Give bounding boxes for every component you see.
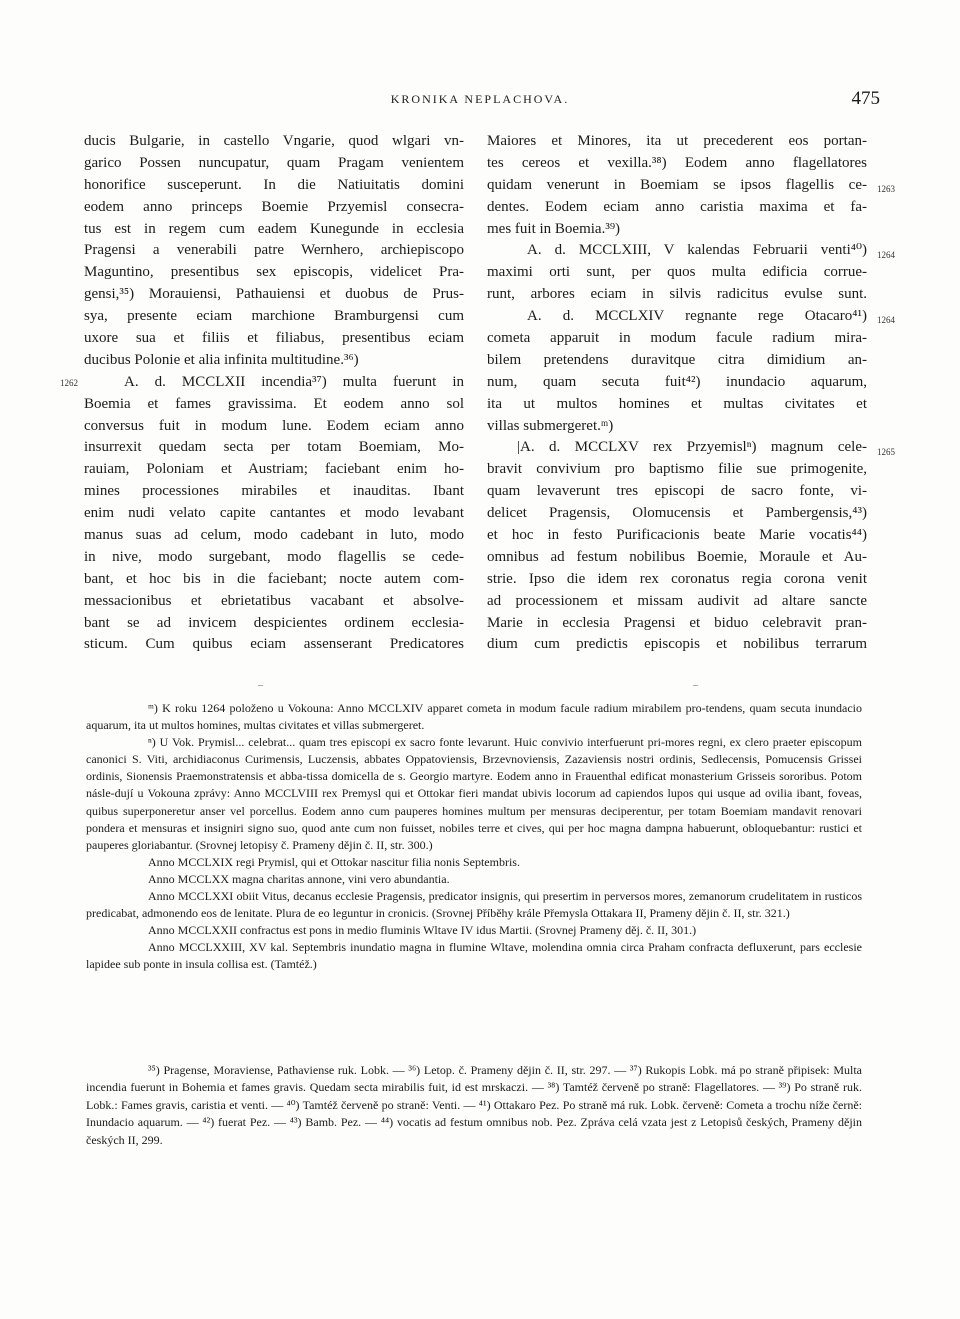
text-line: tus est in regem cum eadem Kunegunde in ecclesia — [84, 220, 464, 237]
text-line: bilem pretendens duravitque citra dimidium an- — [487, 351, 867, 368]
text-line: A. d. MCCLXII incendia³⁷) multa fuerunt in — [124, 373, 464, 390]
text-line: Boemia et fames gravissima. Et eodem anno sol — [84, 395, 464, 412]
text-line: enim nudi velato capite cantantes et modo levabant — [84, 505, 464, 522]
separator-mark: – — [258, 680, 263, 691]
text-line: conversus fuit in modum lune. Eodem eciam anno — [84, 417, 464, 434]
footnotes — [86, 1062, 862, 1149]
text-line: honorifice susceperunt. In die Natiuitatis domini — [84, 176, 464, 193]
text-line: A. d. MCCLXIV regnante rege Otacaro⁴¹) — [527, 308, 867, 325]
text-line: ducibus Polonie et alia infinita multitudine.³⁶) — [84, 351, 359, 368]
text-line: Maguntino, presentibus sex episcopis, videlicet Pra- — [84, 264, 464, 281]
note-paragraph: ᵐ) K roku 1264 položeno u Vokouna: Anno MCCLXIV apparet cometa in modum facule radium mirabilem pro-tendens, quam secuta inundacio aquarum, ita ut multos homines, multas civitates et villas submergeret. — [86, 701, 862, 733]
text-line: quidam venerunt in Boemiam se ipsos flagellis ce- — [487, 176, 867, 193]
text-line: ita ut multos homines et multas civitates et — [487, 395, 867, 412]
text-line: gensi,³⁵) Morauiensi, Pathauiensi et duobus de Prus- — [84, 286, 464, 303]
note-paragraph: ⁿ) U Vok. Prymisl... celebrat... quam tres episcopi ex sacro fonte levarunt. Huic convivio interfuerunt pri-mores regni, ex clero praeter episcopum canonici S. Viti, archidiaconus Curimensis, Luczensis, abbates Oppatoviensis, Brzevnoviensis, Zazaviensis nostri ordinis, Sedlecensis, Pomucensis Grissei ordinis, Sionensis Praemonstratensis et abba-tissa domicella de s. Georgio martyre. Eodem anno in Frauenthal edificat monasterium Grisseis sororibus. Potom násle-dují u Vokouna zprávy: Anno MCCLVIII rex Premysl qui et Ottokar fieri mandat ubivis locorum ad capiendos lupos qui usque ad ovilia ibant, foveas, quibus superponeretur anser vel porcellus. Eodem anno cum pauperes homines multum per mensuras deciperentur, per totam Boemiam mandavit renovari pondera et mensuras et insigniri signo suo, quod ante cum non fuisset, nobiles terre et cives, qui per hoc magna dampna habuerunt, obloquebantur: rustici et pauperes gloriabantur. (Srovnej letopisy č. Prameny dějin č. II, str. 300.) — [86, 735, 862, 852]
text-line: garico Possen nuncupatur, quam Pragam venientem — [84, 154, 464, 171]
text-line: bant, et hoc bis in die faciebant; nocte autem com- — [84, 570, 464, 587]
margin-year-note: 1264 — [877, 250, 895, 260]
text-line: tes cereos et vexilla.³⁸) Eodem anno flagellatores — [487, 154, 867, 171]
margin-year-note: 1264 — [877, 315, 895, 325]
text-line: mes fuit in Boemia.³⁹) — [487, 220, 621, 237]
text-line: Marie in ecclesia Pragensi et biduo celebravit pran- — [487, 614, 867, 631]
page-number: 475 — [851, 88, 880, 109]
margin-year-note: 1265 — [877, 447, 895, 457]
text-line: quam levaverunt tres episcopi de sacro fonte, vi- — [487, 483, 867, 500]
text-line: insurrexit quedam secta per totam Boemiam, Mo- — [84, 439, 464, 456]
text-line: maximi orti sunt, per quos multa edificia corrue- — [487, 264, 867, 281]
page-header — [0, 88, 960, 118]
text-line: num, quam secuta fuit⁴²) inundacio aquarum, — [487, 373, 867, 390]
note-paragraph: Anno MCCLXX magna charitas annone, vini vero abundantia. — [148, 871, 450, 886]
text-line: rauiam, Poloniam et Austriam; faciebant enim ho- — [84, 461, 464, 478]
running-title: KRONIKA NEPLACHOVA. — [390, 92, 570, 106]
text-line: Maiores et Minores, ita ut precederent eos portan- — [487, 133, 867, 149]
margin-year-note: 1262 — [60, 378, 78, 388]
text-line: cometa apparuit in modum facule radium mira- — [487, 330, 867, 347]
text-line: delicet Pragensis, Olomucensis et Pambergensis,⁴³) — [487, 505, 867, 522]
text-line: ducis Bulgarie, in castello Vngarie, quod wlgari vn- — [84, 133, 464, 149]
text-line: et hoc in festo Purificacionis beate Marie vocatis⁴⁴) — [487, 527, 867, 544]
text-line: villas submergeret.ᵐ) — [487, 417, 614, 434]
text-line: bravit convivium pro baptismo filie sue primogenite, — [487, 461, 867, 478]
text-line: Pragensi a venerabili patre Wernhero, archiepiscopo — [84, 242, 464, 259]
text-line: mines processiones mirabiles et inauditas. Ibant — [84, 483, 464, 500]
separator-mark: – — [693, 680, 698, 691]
text-line: ad processionem et missam audivit ad altare sancte — [487, 592, 867, 609]
note-paragraph: Anno MCCLXIX regi Prymisl, qui et Ottokar nascitur filia nonis Septembris. — [148, 854, 520, 869]
text-line: dentes. Eodem eciam anno caristia maxima et fa- — [487, 198, 867, 215]
editorial-notes — [86, 700, 862, 974]
text-line: eodem anno princeps Boemie Przyemisl consecra- — [84, 198, 464, 215]
text-line: runt, arbores eciam in silvis radicitus evulse sunt. — [487, 286, 867, 303]
text-line: strie. Ipso die idem rex coronatus regia corona venit — [487, 570, 867, 587]
footnote-paragraph: ³⁵) Pragense, Moraviense, Pathaviense ruk. Lobk. — ³⁶) Letop. č. Prameny dějin č. II, str. 297. — ³⁷) Rukopis Lobk. má po straně připisek: Multa incendia fuerunt in Bohemia et fames gravis. Quedam secta mirabilis fuit, id est mrskaczi. — ³⁸) Tamtéž červeně po straně: Flagellatores. — ³⁹) Po straně ruk. Lobk.: Fames gravis, caristia et venti. — ⁴⁰) Tamtéž červeně po straně: Venti. — ⁴¹) Ottakaro Pez. Po straně má ruk. Lobk. červeně: Cometa a trochu níže černě: Inundacio aquarum. — ⁴²) fuerat Pez. — ⁴³) Bamb. Pez. — ⁴⁴) vocatis ad festum omnibus nob. Pez. Zpráva celá vzata jest z Letopisů českých, Prameny dějin českých II, 299. — [86, 1063, 862, 1147]
left-column — [84, 131, 464, 656]
text-line: sya, presente eciam marchione Bramburgensi cum — [84, 308, 464, 325]
text-line: sticum. Cum quibus eciam assenserant Predicatores — [84, 636, 464, 653]
note-paragraph: Anno MCCLXXI obiit Vitus, decanus ecclesie Pragensis, predicator insignis, qui presertim in perversos mores, zemanorum crudelitatem in rusticos predicabat, admonendo eos de lenitate. Plura de eo leguntur in cronicis. (Srovnej Příběhy krále Přemysla Ottakara II, Prameny dějin č. II, str. 321.) — [86, 889, 862, 921]
note-paragraph: Anno MCCLXXIII, XV kal. Septembris inundatio magna in flumine Wltave, molendina omnia circa Praham confracta defluxerunt, pars ecclesie lapidee sub ponte in insula collisa est. (Tamtéž.) — [86, 940, 862, 972]
text-line: messacionibus et ebrietatibus vacabant et absolve- — [84, 592, 464, 609]
text-line: A. d. MCCLXIII, V kalendas Februarii venti⁴⁰) — [527, 242, 867, 259]
right-column — [487, 131, 867, 656]
text-line: uxore sua et filiis et filiabus, presentibus eciam — [84, 330, 464, 347]
text-line: bant se ad invicem despicientes ordinem ecclesia- — [84, 614, 464, 631]
text-line: dium cum predictis episcopis et nobilibus terrarum — [487, 636, 867, 653]
text-line: omnibus ad festum nobilibus Boemie, Moraule et Au- — [487, 548, 867, 565]
note-paragraph: Anno MCCLXXII confractus est pons in medio fluminis Wltave IV idus Martii. (Srovnej Prameny děj. č. II, 301.) — [148, 923, 697, 938]
text-line: manus suas ad celum, modo cadebant in luto, modo — [84, 527, 464, 544]
margin-year-note: 1263 — [877, 184, 895, 194]
text-line: |A. d. MCCLXV rex Przyemislⁿ) magnum cele- — [517, 439, 867, 456]
text-line: in nive, modo surgebant, modo flagellis se cede- — [84, 548, 464, 565]
